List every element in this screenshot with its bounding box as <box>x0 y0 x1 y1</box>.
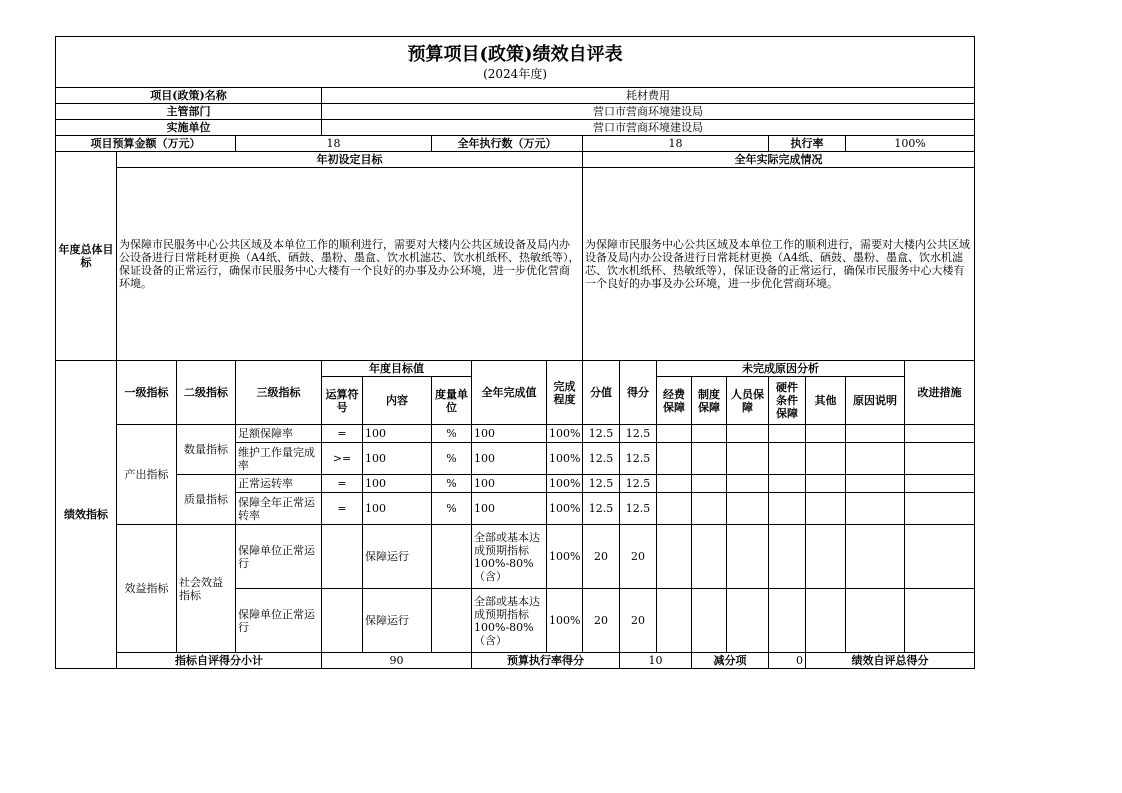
group-output: 产出指标 <box>117 425 177 525</box>
header-level2: 二级指标 <box>177 361 236 425</box>
indicator-content: 100 <box>363 493 432 525</box>
indicator-op: >= <box>322 443 363 475</box>
indicator-value: 12.5 <box>583 475 620 493</box>
group-benefit: 效益指标 <box>117 525 177 653</box>
title-cell <box>56 37 975 88</box>
exec-label: 全年执行数（万元） <box>432 136 583 152</box>
header-target-group: 年度目标值 <box>322 361 472 377</box>
indicator-name: 保障单位正常运行 <box>236 525 322 589</box>
subtotal-value: 90 <box>322 653 472 669</box>
indicator-degree: 100% <box>547 493 583 525</box>
indicator-degree: 100% <box>547 525 583 589</box>
header-score-value: 分值 <box>583 361 620 425</box>
exec-score-label: 预算执行率得分 <box>472 653 620 669</box>
indicator-name: 保障全年正常运转率 <box>236 493 322 525</box>
indicator-name: 正常运转率 <box>236 475 322 493</box>
table-row <box>56 425 975 443</box>
header-score: 得分 <box>620 361 657 425</box>
indicator-op <box>322 525 363 589</box>
indicator-degree: 100% <box>547 425 583 443</box>
indicator-degree: 100% <box>547 589 583 653</box>
header-reason-hardware: 硬件条件保障 <box>769 377 806 425</box>
indicator-actual: 100 <box>472 475 547 493</box>
indicator-degree: 100% <box>547 475 583 493</box>
indicator-name: 维护工作量完成率 <box>236 443 322 475</box>
header-reason-other: 其他 <box>806 377 846 425</box>
indicator-op: = <box>322 425 363 443</box>
evaluation-table <box>55 36 975 669</box>
indicator-score: 12.5 <box>620 493 657 525</box>
header-op: 运算符号 <box>322 377 363 425</box>
indicator-actual: 100 <box>472 443 547 475</box>
unit-value: 营口市营商环境建设局 <box>322 120 975 136</box>
indicator-actual: 100 <box>472 493 547 525</box>
indicator-unit: % <box>432 443 472 475</box>
rate-label: 执行率 <box>769 136 846 152</box>
budget-label: 项目预算金额（万元） <box>56 136 236 152</box>
indicator-actual: 全部或基本达成预期指标100%-80%（含） <box>472 525 547 589</box>
group-social: 社会效益指标 <box>177 525 236 653</box>
indicator-value: 12.5 <box>583 425 620 443</box>
indicator-content: 保障运行 <box>363 525 432 589</box>
evaluation-sheet <box>55 36 974 669</box>
indicator-op: = <box>322 475 363 493</box>
indicator-op <box>322 589 363 653</box>
page-title: 预算项目(政策)绩效自评表 <box>407 43 623 65</box>
indicator-content: 100 <box>363 425 432 443</box>
indicator-unit <box>432 589 472 653</box>
indicator-score: 20 <box>620 525 657 589</box>
project-name-label: 项目(政策)名称 <box>56 88 322 104</box>
indicator-name: 足额保障率 <box>236 425 322 443</box>
table-row <box>56 525 975 589</box>
indicator-score: 12.5 <box>620 425 657 443</box>
rate-value: 100% <box>846 136 975 152</box>
actual-goal-header: 全年实际完成情况 <box>583 152 975 168</box>
group-quantity: 数量指标 <box>177 425 236 475</box>
header-improve: 改进措施 <box>905 361 975 425</box>
planned-goal-header: 年初设定目标 <box>117 152 583 168</box>
indicator-value: 20 <box>583 525 620 589</box>
deduct-value: 0 <box>769 653 806 669</box>
dept-label: 主管部门 <box>56 104 322 120</box>
exec-score-value: 10 <box>620 653 692 669</box>
header-degree: 完成程度 <box>547 361 583 425</box>
indicator-actual: 全部或基本达成预期指标100%-80%（含） <box>472 589 547 653</box>
indicator-content: 100 <box>363 443 432 475</box>
header-reason-note: 原因说明 <box>846 377 905 425</box>
header-level3: 三级指标 <box>236 361 322 425</box>
indicator-content: 100 <box>363 475 432 493</box>
perf-section-label: 绩效指标 <box>56 361 117 669</box>
header-content: 内容 <box>363 377 432 425</box>
header-unit: 度量单位 <box>432 377 472 425</box>
header-reason-staff: 人员保障 <box>727 377 769 425</box>
indicator-degree: 100% <box>547 443 583 475</box>
indicator-value: 12.5 <box>583 493 620 525</box>
group-quality: 质量指标 <box>177 475 236 525</box>
page-subtitle: (2024年度) <box>483 66 547 81</box>
table-row <box>56 475 975 493</box>
indicator-score: 12.5 <box>620 475 657 493</box>
header-actual: 全年完成值 <box>472 361 547 425</box>
indicator-op: = <box>322 493 363 525</box>
indicator-name: 保障单位正常运行 <box>236 589 322 653</box>
budget-value: 18 <box>236 136 432 152</box>
header-reason-group: 未完成原因分析 <box>657 361 905 377</box>
actual-goal-text: 为保障市民服务中心公共区域及本单位工作的顺利进行，需要对大楼内公共区域设备及局内办公设备进行日常耗材更换（A4纸、硒鼓、墨粉、墨盒、饮水机滤芯、饮水机纸杯、热敏纸等），保证设备的正常运行，确保市民服务中心大楼有一个良好的办事及办公环境，进一步优化营商环境。 <box>583 168 975 361</box>
indicator-unit <box>432 525 472 589</box>
planned-goal-text: 为保障市民服务中心公共区域及本单位工作的顺利进行，需要对大楼内公共区域设备及局内办公设备进行日常耗材更换（A4纸、硒鼓、墨粉、墨盒、饮水机滤芯、饮水机纸杯、热敏纸等），保证设备的正常运行，确保市民服务中心大楼有一个良好的办事及办公环境，进一步优化营商环境。 <box>117 168 583 361</box>
header-reason-funds: 经费保障 <box>657 377 692 425</box>
deduct-label: 减分项 <box>692 653 769 669</box>
goals-section-label: 年度总体目标 <box>56 152 117 361</box>
indicator-unit: % <box>432 425 472 443</box>
dept-value: 营口市营商环境建设局 <box>322 104 975 120</box>
unit-label: 实施单位 <box>56 120 322 136</box>
subtotal-label: 指标自评得分小计 <box>117 653 322 669</box>
indicator-value: 20 <box>583 589 620 653</box>
indicator-unit: % <box>432 493 472 525</box>
indicator-value: 12.5 <box>583 443 620 475</box>
indicator-content: 保障运行 <box>363 589 432 653</box>
indicator-score: 12.5 <box>620 443 657 475</box>
indicator-score: 20 <box>620 589 657 653</box>
indicator-unit: % <box>432 475 472 493</box>
exec-value: 18 <box>583 136 769 152</box>
header-level1: 一级指标 <box>117 361 177 425</box>
total-label: 绩效自评总得分 <box>806 653 975 669</box>
project-name-value: 耗材费用 <box>322 88 975 104</box>
indicator-actual: 100 <box>472 425 547 443</box>
header-reason-system: 制度保障 <box>692 377 727 425</box>
